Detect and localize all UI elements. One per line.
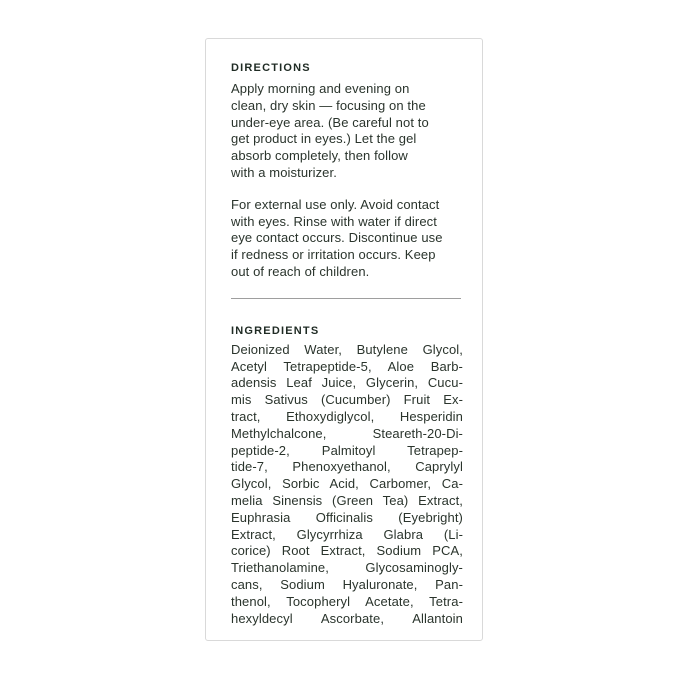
text-line: adensis Leaf Juice, Glycerin, Cucu- <box>231 375 463 391</box>
text-line: corice) Root Extract, Sodium PCA, <box>231 543 463 559</box>
text-line: Deionized Water, Butylene Glycol, <box>231 341 463 357</box>
ingredients-heading: INGREDIENTS <box>231 324 320 337</box>
text-line: hexyldecyl Ascorbate, Allantoin <box>231 610 463 626</box>
text-line: eye contact occurs. Discontinue use <box>231 230 443 246</box>
directions-section <box>231 61 461 281</box>
text-line: Euphrasia Officinalis (Eyebright) <box>231 509 463 525</box>
ingredients-list-paragraph <box>231 342 463 628</box>
text-line: if redness or irritation occurs. Keep <box>231 247 436 263</box>
text-line: Extract, Glycyrrhiza Glabra (Li- <box>231 526 463 542</box>
directions-heading: DIRECTIONS <box>231 62 311 74</box>
text-line: Methylchalcone, Steareth-20-Di- <box>231 425 463 441</box>
text-line: Glycol, Sorbic Acid, Carbomer, Ca- <box>231 476 463 492</box>
text-line: cans, Sodium Hyaluronate, Pan- <box>231 576 463 592</box>
text-line: clean, dry skin — focusing on the <box>231 97 426 113</box>
text-line: peptide-2, Palmitoyl Tetrapep- <box>231 442 463 458</box>
text-line: thenol, Tocopheryl Acetate, Tetra- <box>231 593 463 609</box>
text-line: mis Sativus (Cucumber) Fruit Ex- <box>231 392 463 408</box>
product-label-panel <box>205 38 483 641</box>
text-line: For external use only. Avoid contact <box>231 196 440 212</box>
text-line: melia Sinensis (Green Tea) Extract, <box>231 492 463 508</box>
text-line: absorb completely, then follow <box>231 148 408 164</box>
text-line: Acetyl Tetrapeptide-5, Aloe Barb- <box>231 358 463 374</box>
text-line: tract, Ethoxydiglycol, Hesperidin <box>231 408 463 424</box>
ingredients-section <box>231 324 461 628</box>
text-line: under-eye area. (Be careful not to <box>231 114 429 130</box>
directions-usage-paragraph <box>231 81 463 182</box>
directions-warning-paragraph <box>231 197 463 281</box>
text-line: with a moisturizer. <box>231 164 337 180</box>
text-line: with eyes. Rinse with water if direct <box>231 213 437 229</box>
text-line: Apply morning and evening on <box>231 81 410 96</box>
section-divider <box>231 298 461 299</box>
text-line: get product in eyes.) Let the gel <box>231 131 417 147</box>
text-line: out of reach of children. <box>231 263 370 279</box>
text-line: tide-7, Phenoxyethanol, Caprylyl <box>231 459 463 475</box>
text-line: Triethanolamine, Glycosaminogly- <box>231 560 463 576</box>
